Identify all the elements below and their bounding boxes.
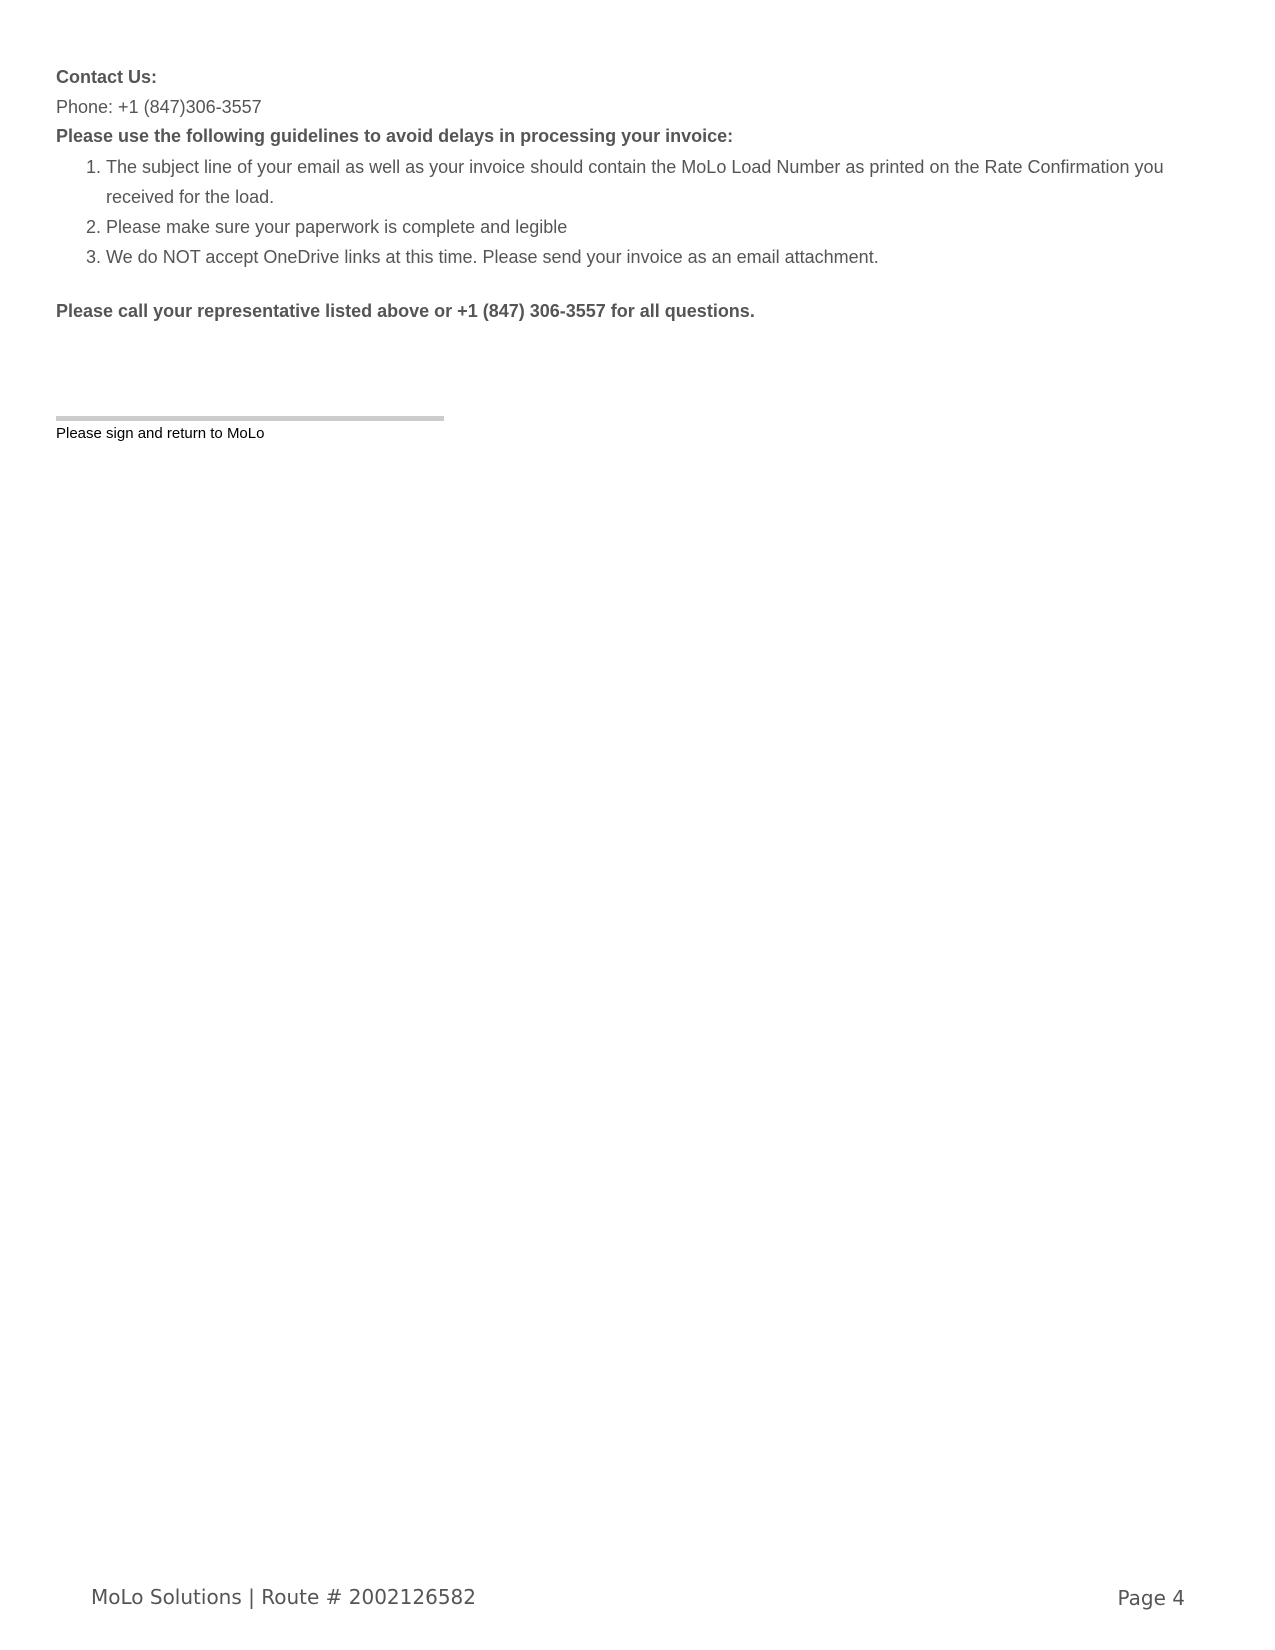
footer-page-number: Page 4 (1117, 1586, 1185, 1610)
guideline-item: 3. We do NOT accept OneDrive links at this time. Please send your invoice as an email attachment. (106, 242, 1216, 272)
guideline-item: 2. Please make sure your paperwork is complete and legible (106, 212, 1216, 242)
footer-route-info: MoLo Solutions | Route # 2002126582 (91, 1585, 476, 1609)
guidelines-list (56, 152, 1216, 272)
signature-caption: Please sign and return to MoLo (56, 425, 265, 442)
signature-line (56, 416, 444, 421)
call-representative-note: Please call your representative listed above or +1 (847) 306-3557 for all questions. (56, 301, 755, 321)
guidelines-heading: Please use the following guidelines to avoid delays in processing your invoice: (56, 126, 734, 146)
contact-phone: Phone: +1 (847)306-3557 (56, 97, 262, 117)
guideline-item: 1. The subject line of your email as well as your invoice should contain the MoLo Load Number as printed on the Rate Confirmation you received for the load. (106, 152, 1216, 212)
contact-heading: Contact Us: (56, 67, 158, 87)
